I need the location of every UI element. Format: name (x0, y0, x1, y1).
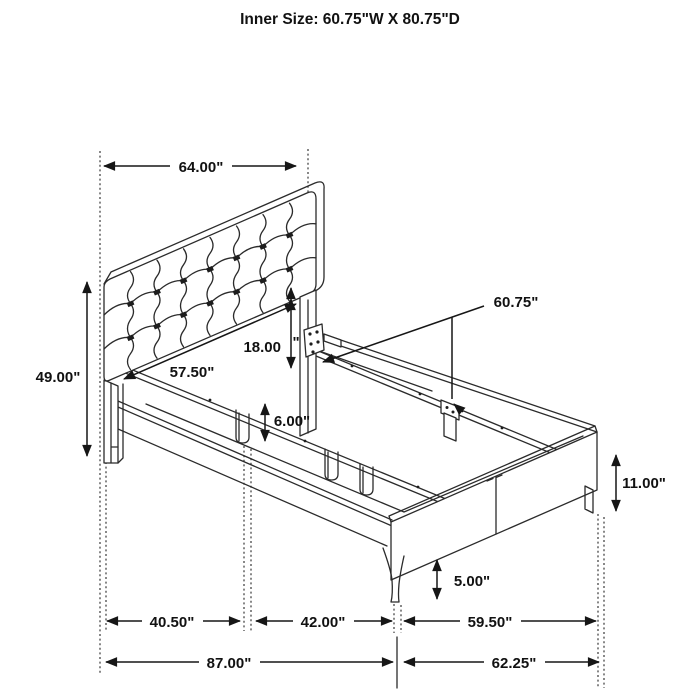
dim-label-49: 49.00" (35, 369, 81, 386)
dim-label-6075: 60.75" (493, 294, 539, 311)
dim-floor-clearance (437, 560, 490, 599)
dim-label-1100: 11.00" (622, 475, 666, 492)
dim-row-sections (107, 611, 596, 631)
dim-label-8700: 87.00" (206, 655, 252, 672)
dim-inner-width (323, 294, 538, 412)
extension-lines (100, 149, 604, 688)
center-rail-right (316, 350, 558, 456)
dim-label-4050: 40.50" (149, 614, 195, 631)
diagram-title: Inner Size: 60.75"W X 80.75"D (240, 11, 460, 28)
dim-label-18: 18.00 (243, 339, 281, 356)
rail-support-plate (444, 413, 456, 441)
dimension-annotations (36, 156, 666, 672)
dim-footboard-height (616, 455, 666, 511)
dim-label-64: 64.00" (178, 159, 224, 176)
footboard-face (391, 432, 597, 580)
crossbar-stub (324, 334, 341, 347)
dim-row-overall (106, 652, 599, 672)
dim-headboard-height (36, 282, 87, 456)
dim-label-5950: 59.50" (467, 614, 513, 631)
dim-label-600: 6.00" (273, 413, 311, 430)
dim-headboard-width (104, 156, 296, 176)
dim-label-18-unit: " (292, 334, 300, 351)
dim-label-6225: 62.25" (491, 655, 537, 672)
dim-label-4200: 42.00" (300, 614, 346, 631)
bed-drawing (104, 182, 597, 602)
dim-label-5750: 57.50" (169, 364, 215, 381)
dim-label-500: 5.00" (453, 573, 491, 590)
